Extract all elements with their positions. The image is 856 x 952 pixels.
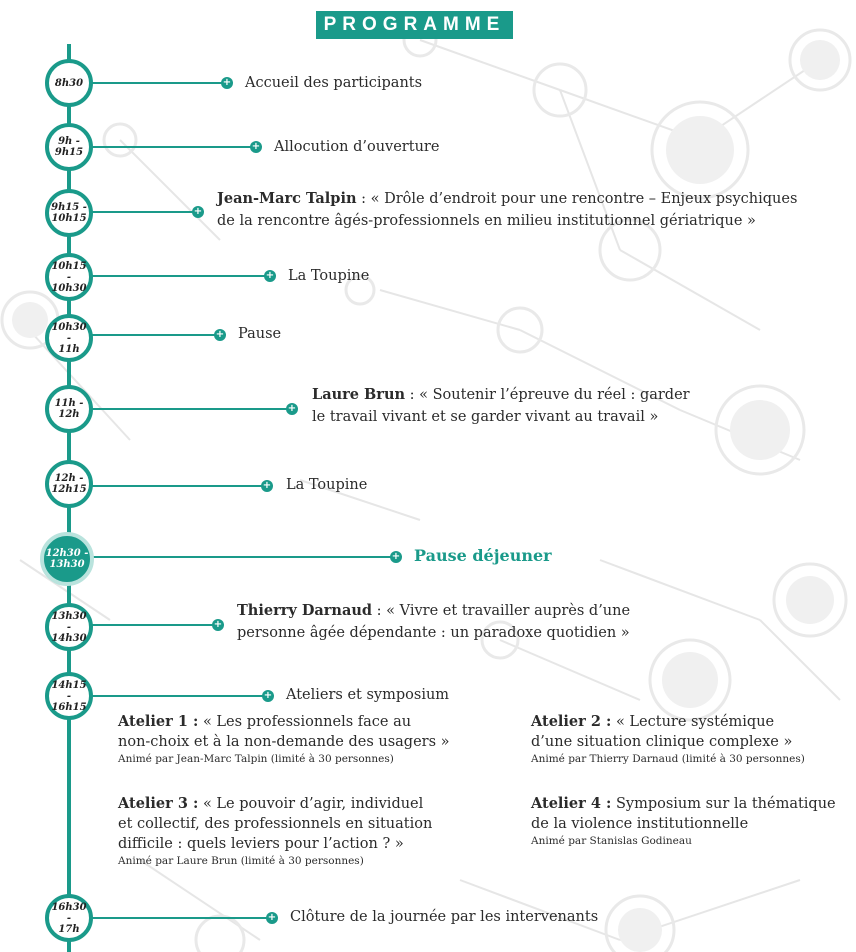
talk-title-line: : « Soutenir l’épreuve du réel : garder [405, 387, 690, 403]
connector-line [71, 695, 268, 697]
time-badge [45, 253, 93, 301]
atelier-text: non-choix et à la non-demande des usagers » [118, 734, 450, 750]
atelier-text: et collectif, des professionnels en situation [118, 816, 433, 832]
atelier-animator: Animé par Laure Brun (limité à 30 personnes) [118, 855, 364, 867]
plus-icon: + [222, 77, 232, 88]
atelier-4 [531, 794, 836, 848]
talk-title-line: personne âgée dépendante : un paradoxe quotidien » [237, 625, 630, 641]
time-badge [45, 59, 93, 107]
plus-icon: + [267, 912, 277, 923]
atelier-animator: Animé par Stanislas Godineau [531, 835, 692, 847]
connector-line [71, 556, 397, 558]
connector-line [71, 408, 293, 410]
connector-line [71, 275, 270, 277]
speaker-name: Thierry Darnaud [237, 602, 373, 619]
time-label: 9h - 9h15 [54, 136, 84, 158]
time-badge [45, 894, 93, 942]
time-badge [45, 123, 93, 171]
talk-title-line: le travail vivant et se garder vivant au travail » [312, 409, 659, 425]
talk-item [237, 600, 630, 644]
time-badge [45, 672, 93, 720]
atelier-text: difficile : quels leviers pour l’action ? » [118, 836, 404, 852]
speaker-name: Jean-Marc Talpin [217, 190, 357, 207]
time-label: 8h30 [54, 77, 84, 89]
atelier-text: de la violence institutionnelle [531, 816, 749, 832]
talk-item [312, 384, 690, 428]
time-label: 10h30 - 11h [51, 321, 87, 355]
connector-line [71, 917, 272, 919]
time-badge [45, 603, 93, 651]
connector-line [71, 334, 221, 336]
programme-item: Ateliers et symposium [286, 687, 450, 703]
programme-item: La Toupine [286, 477, 368, 493]
connector-line [71, 82, 226, 84]
talk-title-line: : « Drôle d’endroit pour une rencontre – Enjeux psychiques [356, 191, 798, 207]
plus-icon: + [193, 206, 203, 217]
atelier-title: Atelier 4 : [531, 795, 612, 812]
time-label: 12h30 - 13h30 [45, 548, 89, 570]
time-badge [45, 385, 93, 433]
time-badge [45, 189, 93, 237]
time-badge-highlight [40, 532, 94, 586]
programme-item: Pause déjeuner [414, 546, 552, 565]
plus-icon: + [391, 551, 401, 562]
atelier-animator: Animé par Jean-Marc Talpin (limité à 30 personnes) [118, 753, 394, 765]
atelier-2 [531, 712, 805, 766]
atelier-title: Atelier 1 : [118, 713, 199, 730]
atelier-text: « Lecture systémique [611, 714, 775, 730]
plus-icon: + [213, 619, 223, 630]
connector-line [71, 146, 256, 148]
atelier-text: d’une situation clinique complexe » [531, 734, 793, 750]
plus-icon: + [287, 403, 297, 414]
programme-item: Pause [238, 326, 282, 342]
talk-title-line: de la rencontre âgés-professionnels en milieu institutionnel gériatrique » [217, 213, 756, 229]
atelier-text: Symposium sur la thématique [611, 796, 836, 812]
atelier-title: Atelier 2 : [531, 713, 612, 730]
time-label: 11h - 12h [54, 398, 84, 420]
connector-line [71, 485, 268, 487]
atelier-text: « Les professionnels face au [198, 714, 412, 730]
programme-item: Accueil des participants [245, 75, 423, 91]
connector-line [71, 624, 219, 626]
talk-item [217, 188, 797, 232]
time-label: 12h - 12h15 [51, 473, 87, 495]
atelier-text: « Le pouvoir d’agir, individuel [198, 796, 424, 812]
time-label: 10h15 - 10h30 [51, 260, 87, 294]
plus-icon: + [251, 141, 261, 152]
programme-item: La Toupine [288, 268, 370, 284]
plus-icon: + [215, 329, 225, 340]
time-badge [45, 460, 93, 508]
programme-header: PROGRAMME [316, 11, 513, 39]
atelier-animator: Animé par Thierry Darnaud (limité à 30 personnes) [531, 753, 805, 765]
atelier-title: Atelier 3 : [118, 795, 199, 812]
programme-item: Clôture de la journée par les intervenants [290, 909, 599, 925]
time-label: 13h30 - 14h30 [51, 610, 87, 644]
programme-item: Allocution d’ouverture [274, 139, 440, 155]
speaker-name: Laure Brun [312, 386, 406, 403]
time-label: 16h30 - 17h [51, 901, 87, 935]
plus-icon: + [262, 480, 272, 491]
talk-title-line: : « Vivre et travailler auprès d’une [372, 603, 631, 619]
plus-icon: + [265, 270, 275, 281]
atelier-3 [118, 794, 432, 868]
plus-icon: + [263, 690, 273, 701]
time-label: 9h15 - 10h15 [51, 202, 87, 224]
time-label: 14h15 - 16h15 [51, 679, 87, 713]
time-badge [45, 314, 93, 362]
atelier-1 [118, 712, 450, 766]
